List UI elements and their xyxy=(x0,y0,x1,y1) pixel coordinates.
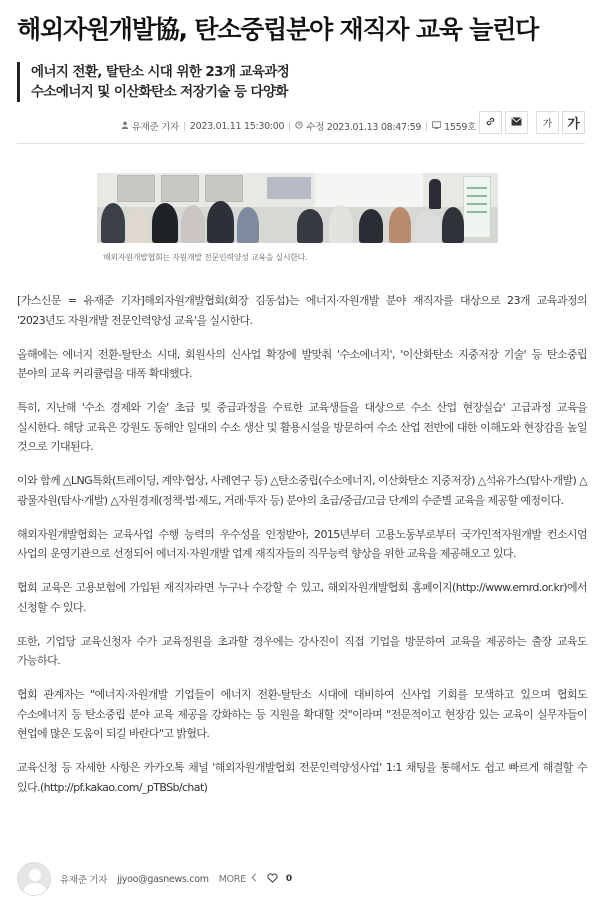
issue-icon xyxy=(432,121,441,132)
heart-icon[interactable] xyxy=(267,873,278,886)
photo-person xyxy=(415,211,441,243)
photo-person xyxy=(127,207,149,243)
article-subtitle xyxy=(17,62,289,102)
article-paragraph: 교육신청 등 자세한 사항은 카카오톡 채널 '해외자원개발협회 전문인력양성사업' 1:1 채팅을 통해서도 쉽고 빠르게 해결할 수 있다.(http://pf.kakao.com/_pTBSb/chat) xyxy=(17,761,587,794)
article-meta xyxy=(121,119,476,133)
meta-published: 2023.01.11 15:30:00 xyxy=(189,120,285,132)
article-paragraph: 또한, 기업당 교육신청자 수가 교육정원을 초과할 경우에는 강사진이 직접 기업을 방문하여 교육을 제공하는 출장 교육도 가능하다. xyxy=(17,634,587,667)
article-paragraph: 올해에는 에너지 전환-탈탄소 시대, 회원사의 신사업 확장에 발맞춰 '수소에너지', '이산화탄소 지중저장 기술' 등 탄소중립 분야의 교육 커리큘럼을 대폭 확대했다. xyxy=(17,347,587,380)
photo-banner xyxy=(463,176,491,238)
more-button[interactable]: MORE xyxy=(218,873,246,885)
meta-issue: 1559호 xyxy=(444,122,476,133)
photo-presenter xyxy=(429,179,441,209)
photo-person xyxy=(152,203,178,243)
photo-person xyxy=(181,205,205,243)
photo-person xyxy=(237,207,259,243)
meta-modified: 수정 2023.01.13 08:47:59 xyxy=(306,122,422,133)
photo-person xyxy=(207,201,234,243)
meta-separator xyxy=(289,122,290,131)
photo-projection xyxy=(315,173,423,207)
photo-person xyxy=(101,203,125,243)
photo-person xyxy=(297,209,323,243)
photo-person xyxy=(389,207,411,243)
article-body xyxy=(17,291,587,812)
photo-caption: 해외자원개발협회는 자원개발 전문인력양성 교육을 실시한다. xyxy=(103,253,308,262)
article-headline: 해외자원개발協, 탄소중립분야 재직자 교육 늘린다 xyxy=(17,15,539,44)
header-divider xyxy=(17,143,585,144)
subtitle-line: 에너지 전환, 탈탄소 시대 위한 23개 교육과정 xyxy=(31,64,290,80)
like-count: 0 xyxy=(285,874,292,884)
article-paragraph: [가스신문 = 유재준 기자]해외자원개발협회(회장 김동섭)는 에너지·자원개발 분야 재직자를 대상으로 23개 교육과정의 '2023년도 자원개발 전문인력양성 교육'을 실시한다. xyxy=(17,294,587,327)
article-photo xyxy=(97,173,498,243)
article-paragraph: 협회 관계자는 "에너지·자원개발 기업들이 에너지 전환-탈탄소 시대에 대비하여 신사업 기회를 모색하고 있으며 협회도 수소에너지 등 탄소중립 분야 교육 제공을 강화하는 등 지원을 확대할 것"이라며 "전문적이고 현장감 있는 교육이 실무자들이 현업에 많은 도움이 되길 바란다"고 밝혔다. xyxy=(17,688,587,740)
clock-icon xyxy=(295,121,303,132)
meta-author: 유재준 기자 xyxy=(131,122,179,133)
chevron-left-icon[interactable] xyxy=(251,873,257,885)
photo-screen xyxy=(267,177,311,199)
link-icon xyxy=(485,116,496,130)
photo-window xyxy=(205,175,243,202)
meta-separator xyxy=(426,122,427,131)
article-paragraph: 해외자원개발협회는 교육사업 수행 능력의 우수성을 인정받아, 2015년부터 고용노동부로부터 국가인적자원개발 컨소시엄 사업의 운영기관으로 선정되어 에너지·자원개발 업계 재직자들의 직무능력 향상을 위한 교육을 제공해오고 있다. xyxy=(17,527,587,560)
author-box xyxy=(17,862,292,896)
avatar xyxy=(17,862,51,896)
mail-icon xyxy=(511,117,522,129)
article-paragraph: 협회 교육은 고용보험에 가입된 재직자라면 누구나 수강할 수 있고, 해외자원개발협회 홈페이지(http://www.emrd.or.kr)에서 신청할 수 있다. xyxy=(17,581,587,614)
author-email[interactable]: jjyoo@gasnews.com xyxy=(117,873,209,885)
subtitle-line: 수소에너지 및 이산화탄소 저장기술 등 다양화 xyxy=(31,84,288,100)
article-tools xyxy=(476,111,585,134)
font-decrease-button[interactable]: 가 xyxy=(536,111,559,134)
copy-link-button[interactable] xyxy=(479,111,502,134)
photo-window xyxy=(161,175,199,202)
email-share-button[interactable] xyxy=(505,111,528,134)
article-paragraph: 이와 함께 △LNG특화(트레이딩, 계약·협상, 사례연구 등) △탄소중립(수소에너지, 이산화탄소 지중저장) △석유가스(탐사·개발) △광물자원(탐사·개발) △자원경제(정책·법·제도, 거래·투자 등) 분야의 초급/중급/고급 단계의 수준별 교육을 제공할 예정이다. xyxy=(17,474,587,507)
photo-window xyxy=(117,175,155,202)
article-paragraph: 특히, 지난해 '수소 경제와 기술' 초급 및 중급과정을 수료한 교육생들을 대상으로 수소 산업 현장실습' 고급과정 교육을 실시한다. 해당 교육은 강원도 동해안 일대의 수소 생산 및 활용시설을 방문하여 수소 산업 전반에 대한 이해도와 현장감을 높일 것으로 기대된다. xyxy=(17,401,587,453)
photo-person xyxy=(442,207,464,243)
photo-person xyxy=(329,205,353,243)
author-name: 유재준 기자 xyxy=(60,875,108,886)
meta-separator xyxy=(184,122,185,131)
person-icon xyxy=(121,121,129,132)
photo-person xyxy=(359,209,383,243)
font-increase-button[interactable]: 가 xyxy=(562,111,585,134)
